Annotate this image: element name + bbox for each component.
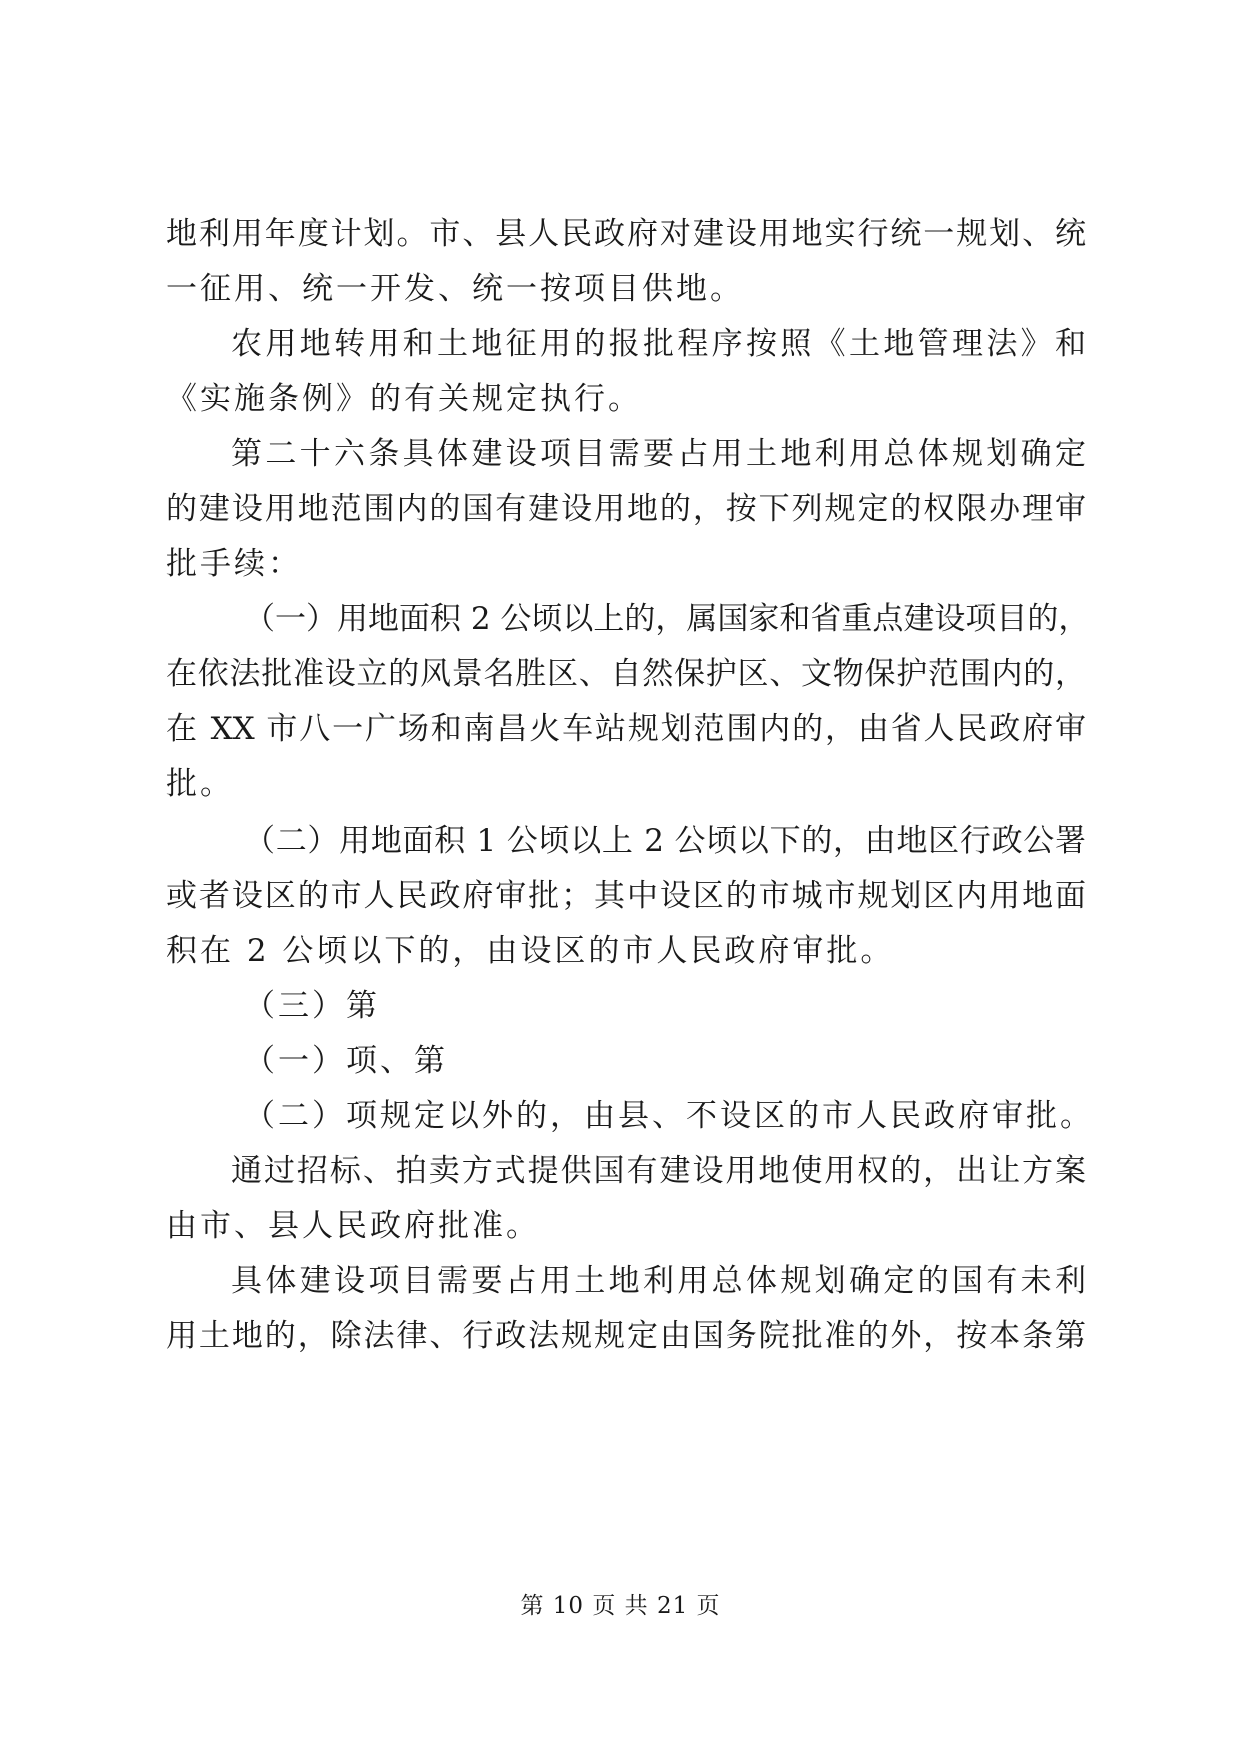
text-line-4: 《实施条例》的有关规定执行。 <box>166 381 642 417</box>
text-line-13: 或者设区的市人民政府审批；其中设区的市城市规划区内用地面 <box>166 878 1086 914</box>
text-line-12: （二）用地面积 1 公顷以上 2 公顷以下的，由地区行政公署 <box>244 823 1086 859</box>
text-line-6: 的建设用地范围内的国有建设用地的，按下列规定的权限办理审 <box>166 491 1086 527</box>
text-line-7: 批手续： <box>166 546 302 582</box>
text-line-20: 具体建设项目需要占用土地利用总体规划确定的国有未利 <box>231 1263 1086 1299</box>
text-line-21: 用土地的，除法律、行政法规规定由国务院批准的外，按本条第 <box>166 1318 1086 1354</box>
text-line-16: （一）项、第 <box>244 1043 448 1079</box>
text-line-9: 在依法批准设立的风景名胜区、自然保护区、文物保护范围内的， <box>166 656 1086 692</box>
text-line-1: 地利用年度计划。市、县人民政府对建设用地实行统一规划、统 <box>166 216 1086 252</box>
page-number-footer: 第 10 页 共 21 页 <box>520 1593 721 1619</box>
text-line-19: 由市、县人民政府批准。 <box>166 1208 540 1244</box>
text-line-5: 第二十六条具体建设项目需要占用土地利用总体规划确定 <box>231 436 1086 472</box>
text-line-10: 在 XX 市八一广场和南昌火车站规划范围内的，由省人民政府审 <box>166 711 1086 747</box>
text-line-3: 农用地转用和土地征用的报批程序按照《土地管理法》和 <box>231 326 1086 362</box>
text-line-8: （一）用地面积 2 公顷以上的，属国家和省重点建设项目的， <box>244 601 1090 637</box>
text-line-14: 积在 2 公顷以下的，由设区的市人民政府审批。 <box>166 933 895 969</box>
text-line-15: （三）第 <box>244 988 380 1024</box>
text-line-18: 通过招标、拍卖方式提供国有建设用地使用权的，出让方案 <box>231 1153 1086 1189</box>
text-line-11: 批。 <box>166 766 234 802</box>
text-line-17: （二）项规定以外的，由县、不设区的市人民政府审批。 <box>244 1098 1094 1134</box>
text-line-2: 一征用、统一开发、统一按项目供地。 <box>166 271 744 307</box>
